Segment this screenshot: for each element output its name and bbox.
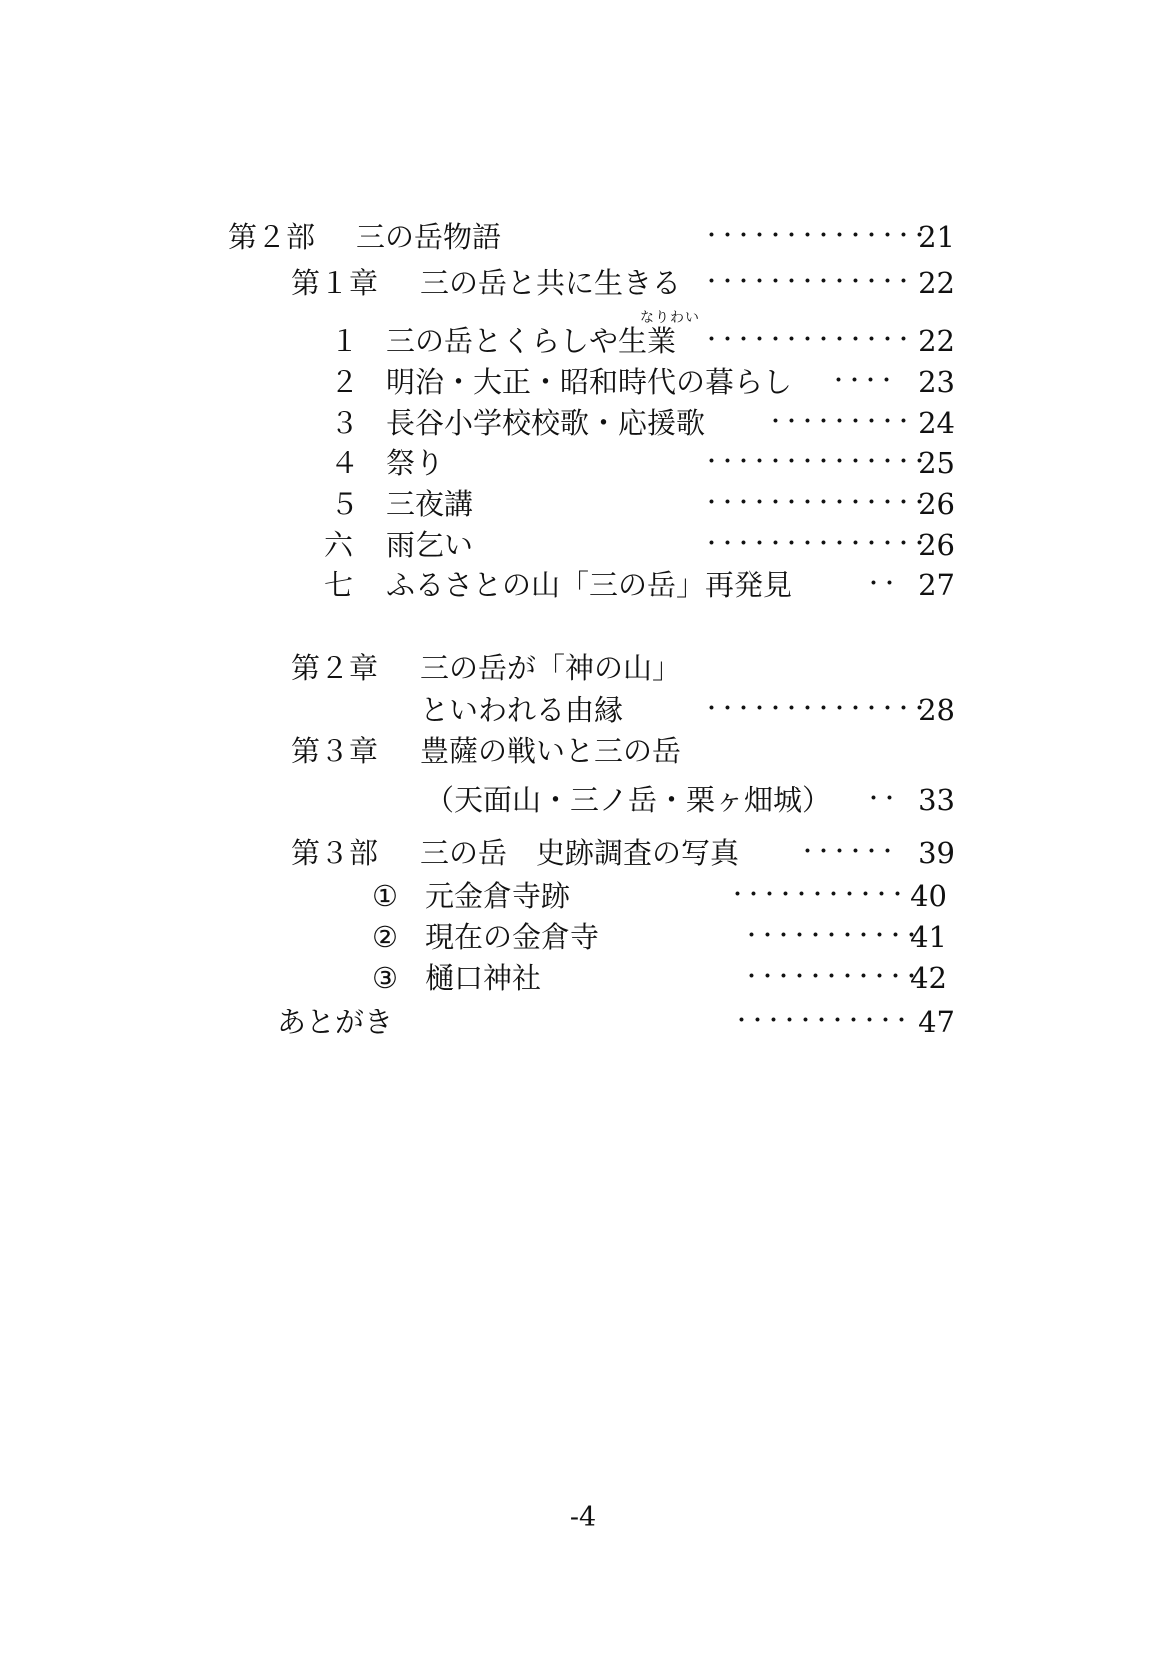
item-marker: ① <box>372 879 398 913</box>
part-label: 第３部 <box>291 836 379 870</box>
toc-entry-section <box>0 403 1166 443</box>
section-number: ２ <box>330 365 360 399</box>
leader-dots: ･･････････････ <box>706 491 931 516</box>
entry-title: 豊薩の戦いと三の岳 <box>420 734 682 768</box>
page-number: 42 <box>910 961 947 995</box>
chapter-label: 第１章 <box>291 266 379 300</box>
section-number: ４ <box>330 446 360 480</box>
section-number: 六 <box>324 528 354 562</box>
toc-entry-chapter2-cont <box>0 690 1166 730</box>
section-number: 七 <box>324 568 354 602</box>
page-number: 40 <box>910 879 947 913</box>
section-number: ３ <box>330 406 360 440</box>
entry-title: あとがき <box>277 1005 394 1039</box>
item-marker: ③ <box>372 961 398 995</box>
entry-title: 三の岳と共に生きる <box>420 266 682 300</box>
leader-dots: ･･････ <box>802 840 899 865</box>
leader-dots: ･･････････････ <box>706 532 931 557</box>
page-number: 22 <box>918 324 955 358</box>
page-number: 28 <box>918 693 955 727</box>
entry-title: ふるさとの山「三の岳」再発見 <box>386 568 793 602</box>
toc-entry-section <box>0 525 1166 565</box>
entry-title: 三の岳 史跡調査の写真 <box>420 836 740 870</box>
leader-dots: ･･････････････ <box>706 450 931 475</box>
toc-entry-chapter1 <box>0 263 1166 303</box>
leader-dots: ･･ <box>868 787 901 812</box>
page-number: 26 <box>918 487 955 521</box>
entry-title: 祭り <box>386 446 445 480</box>
leader-dots: ･････････････ <box>706 270 915 295</box>
leader-dots: ･･････････････ <box>706 697 931 722</box>
leader-dots: ･･･････････ <box>746 924 923 949</box>
toc-entry-afterword <box>0 1002 1166 1042</box>
entry-title: 三の岳とくらしや生業 <box>386 324 677 358</box>
toc-entry-section <box>0 565 1166 605</box>
page-number: 41 <box>910 920 947 954</box>
page-number: 33 <box>918 783 955 817</box>
page-number: 39 <box>918 836 955 870</box>
chapter-label: 第２章 <box>291 651 379 685</box>
toc-entry-part3 <box>0 833 1166 873</box>
section-number: ５ <box>330 487 360 521</box>
chapter-label: 第３章 <box>291 734 379 768</box>
item-marker: ② <box>372 920 398 954</box>
page-number: 22 <box>918 266 955 300</box>
leader-dots: ･･････････････ <box>706 224 931 249</box>
toc-entry-photo <box>0 876 1166 916</box>
entry-title: 明治・大正・昭和時代の暮らし <box>386 365 793 399</box>
page-number: 27 <box>918 568 955 602</box>
entry-title: 雨乞い <box>386 528 474 562</box>
part-label: 第２部 <box>228 220 316 254</box>
toc-entry-part2 <box>0 217 1166 257</box>
toc-entry-chapter3 <box>0 731 1166 771</box>
toc-entry-photo <box>0 958 1166 998</box>
entry-title: 元金倉寺跡 <box>425 879 571 913</box>
entry-title: 長谷小学校校歌・応援歌 <box>386 406 706 440</box>
toc-entry-chapter2 <box>0 648 1166 688</box>
entry-title: といわれる由縁 <box>420 693 624 727</box>
entry-title: （天面山・三ノ岳・栗ヶ畑城） <box>425 783 832 817</box>
page-number: 25 <box>918 446 955 480</box>
page-number: 47 <box>918 1005 955 1039</box>
leader-dots: ･･ <box>868 572 901 597</box>
page-number: 26 <box>918 528 955 562</box>
leader-dots: ････ <box>833 369 898 394</box>
page-number: 23 <box>918 365 955 399</box>
footer-page-number: -4 <box>569 1502 597 1533</box>
section-number: １ <box>330 324 360 358</box>
toc-entry-section <box>0 484 1166 524</box>
toc-entry-section <box>0 443 1166 483</box>
toc-entry-section <box>0 362 1166 402</box>
entry-title: 樋口神社 <box>425 961 542 995</box>
page-number: 24 <box>918 406 955 440</box>
entry-title: 現在の金倉寺 <box>425 920 600 954</box>
toc-entry-photo <box>0 917 1166 957</box>
toc-entry-chapter3-cont <box>0 780 1166 820</box>
entry-title: 三の岳が「神の山」 <box>420 651 682 685</box>
leader-dots: ･･･････････ <box>736 1009 913 1034</box>
leader-dots: ･･･････････ <box>746 965 923 990</box>
toc-entry-section <box>0 321 1166 361</box>
entry-title: 三の岳物語 <box>356 220 502 254</box>
ruby-annotation: なりわい <box>640 310 700 326</box>
leader-dots: ･･･････････ <box>732 883 909 908</box>
page-number: 21 <box>918 220 955 254</box>
entry-title: 三夜講 <box>386 487 474 521</box>
leader-dots: ･････････････ <box>706 328 915 353</box>
leader-dots: ･････････ <box>770 410 915 435</box>
